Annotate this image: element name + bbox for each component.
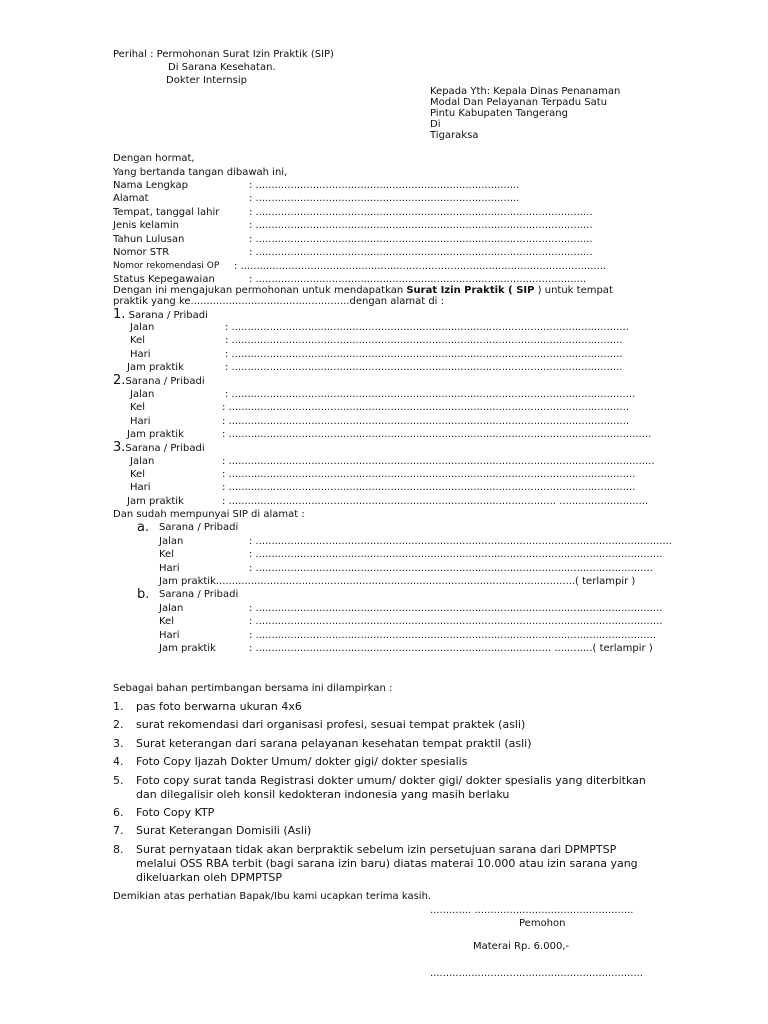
field-value: : .............................................................................................................................. (222, 416, 630, 427)
attachment-text-cont: dan dilegalisir oleh konsil kedokteran indonesia yang masih berlaku (136, 788, 510, 801)
recipient-line-1: Kepada Yth: Kepala Dinas Penanaman (430, 86, 621, 97)
field-value: : ....................................................................................................... ............................ (222, 496, 649, 507)
field-label: Kel (130, 469, 145, 480)
greeting: Dengan hormat, (113, 153, 195, 164)
identity-value: : .......................................................................................................... (249, 207, 593, 218)
field-value: : .............................................................................................................................. (222, 402, 630, 413)
sarana-title: Sarana / Pribadi (159, 522, 239, 533)
request-pre: Dengan ini mengajukan permohonan untuk mendapatkan (113, 285, 407, 296)
attachment-number: 2. (113, 718, 124, 731)
identity-label: Jenis kelamin (113, 220, 179, 231)
field-value: : ........................................................................................................................... (225, 362, 623, 373)
field-value: : ................................................................................................................................ (249, 616, 663, 627)
field-value: : ................................................................................................................................ (222, 482, 636, 493)
sarana-title: Sarana / Pribadi (159, 589, 239, 600)
request-post: ) untuk tempat (534, 285, 613, 296)
identity-value: : ................................................................................................................... (234, 261, 607, 272)
signature-place-date: ............. .................................................. (430, 905, 634, 916)
field-label: Jalan (130, 456, 155, 467)
recipient-line-2: Modal Dan Pelayanan Terpadu Satu (430, 97, 608, 108)
field-label: Kel (130, 335, 145, 346)
attachment-text: Surat keterangan dari sarana pelayanan kesehatan tempat praktil (asli) (136, 737, 532, 750)
sarana-number: 1. (113, 307, 126, 322)
attachment-number: 1. (113, 700, 124, 713)
identity-value: : .......................................................................................................... (249, 220, 593, 231)
recipient-line-5: Tigaraksa (430, 130, 479, 141)
signed-intro: Yang bertanda tangan dibawah ini, (113, 167, 288, 178)
attachment-text-cont: melalui OSS RBA terbit (bagi sarana izin baru) diatas materai 10.000 atau izin sarana yang (136, 857, 638, 870)
attachment-text: surat rekomendasi dari organisasi profesi, sesuai tempat praktek (asli) (136, 718, 526, 731)
field-label: Jalan (130, 389, 155, 400)
field-label: Kel (159, 549, 174, 560)
identity-label: Nomor STR (113, 247, 170, 258)
field-value: : ................................................................................................................................... (249, 536, 672, 547)
field-label: Hari (159, 563, 180, 574)
attachment-text: Surat Keterangan Domisili (Asli) (136, 824, 312, 837)
attachment-number: 7. (113, 824, 124, 837)
request-line-1 (113, 285, 613, 297)
identity-value: : ................................................................................... (249, 180, 520, 191)
field-label: Jalan (159, 603, 184, 614)
field-label: Kel (130, 402, 145, 413)
identity-label: Status Kepegawaian (113, 274, 215, 285)
field-label: Kel (159, 616, 174, 627)
attachment-text-cont: dikeluarkan oleh DPMPTSP (136, 871, 283, 884)
field-label: Jam praktik (127, 496, 184, 507)
field-label: Jam praktik (159, 643, 216, 654)
attachment-number: 4. (113, 755, 124, 768)
identity-value: : .......................................................................................................... (249, 234, 593, 245)
identity-label: Nomor rekomendasi OP (113, 261, 220, 271)
field-label: Hari (130, 349, 151, 360)
sarana-title: Sarana / Pribadi (125, 443, 205, 454)
attachment-text: Foto Copy Ijazah Dokter Umum/ dokter gigi/ dokter spesialis (136, 755, 468, 768)
identity-value: : .......................................................................................................... (249, 247, 593, 258)
identity-label: Alamat (113, 193, 149, 204)
identity-value: : ........................................................................................................ (249, 274, 587, 285)
perihal-line: Perihal : Permohonan Surat Izin Praktik (SIP) (113, 49, 334, 60)
sarana-heading (137, 588, 149, 603)
field-value: : ........................................................................................................................... (225, 335, 623, 346)
field-label: Jam praktik (127, 429, 184, 440)
identity-label: Tahun Lulusan (113, 234, 185, 245)
field-value: : ............................................................................................................................. (249, 563, 653, 574)
sarana-title: Sarana / Pribadi (125, 376, 205, 387)
field-label: Jalan (130, 322, 155, 333)
jam-praktik-line: Jam praktik.................................................................................................................( terlampir ) (159, 576, 636, 587)
attachment-text: pas foto berwarna ukuran 4x6 (136, 700, 302, 713)
attachment-text: Surat pernyataan tidak akan berpraktik sebelum izin persetujuan sarana dari DPMPTSP (136, 843, 617, 856)
perihal-line-3: Dokter Internsip (166, 75, 247, 86)
sarana-number: 2. (113, 373, 126, 388)
field-value: : ............................................................................................................................. (225, 322, 629, 333)
field-label: Hari (159, 630, 180, 641)
field-value: : ................................................................................................................................ (249, 603, 663, 614)
field-value: : ................................................................................................................................ (249, 549, 663, 560)
sarana-letter: a. (137, 520, 150, 535)
field-value: : ................................................................................................................................ (222, 469, 636, 480)
attachment-number: 3. (113, 737, 124, 750)
sarana-heading (137, 521, 149, 536)
perihal-line-2: Di Sarana Kesehatan. (168, 62, 276, 73)
sarana-number: 3. (113, 440, 126, 455)
recipient-line-4: Di (430, 119, 441, 130)
attachment-number: 6. (113, 806, 124, 819)
request-line-2: praktik yang ke..................................................dengan alamat di : (113, 296, 444, 307)
existing-intro: Dan sudah mempunyai SIP di alamat : (113, 509, 305, 520)
field-label: Hari (130, 482, 151, 493)
field-label: Jalan (159, 536, 184, 547)
field-value: : ........................................................................................................................... (225, 349, 623, 360)
sarana-title: Sarana / Pribadi (128, 310, 208, 321)
field-value: : ............................................................................................................................... (225, 389, 636, 400)
field-label: Jam praktik (127, 362, 184, 373)
sarana-heading (113, 308, 208, 323)
field-value: : .............................................................................................................................. (249, 630, 657, 641)
field-value: : ...................................................................................................................................... (222, 456, 655, 467)
closing-text: Demikian atas perhatian Bapak/Ibu kami ucapkan terima kasih. (113, 891, 432, 902)
identity-label: Nama Lengkap (113, 180, 188, 191)
sarana-letter: b. (137, 587, 150, 602)
field-value: : ............................................................................................. ............( terlampir ) (249, 643, 653, 654)
attachment-number: 5. (113, 774, 124, 787)
attachment-text: Foto Copy KTP (136, 806, 215, 819)
signature-title: Pemohon (519, 918, 566, 929)
identity-label: Tempat, tanggal lahir (113, 207, 220, 218)
field-value: : ..................................................................................................................................... (222, 429, 652, 440)
attachments-intro: Sebagai bahan pertimbangan bersama ini dilampirkan : (113, 683, 393, 694)
signature-name-line: ................................................................... (430, 968, 643, 979)
identity-value: : ................................................................................... (249, 193, 520, 204)
materai-label: Materai Rp. 6.000,- (473, 941, 570, 952)
request-bold: Surat Izin Praktik ( SIP (406, 285, 535, 296)
sarana-heading (113, 374, 205, 389)
recipient-line-3: Pintu Kabupaten Tangerang (430, 108, 568, 119)
attachment-number: 8. (113, 843, 124, 856)
field-label: Hari (130, 416, 151, 427)
attachment-text: Foto copy surat tanda Registrasi dokter umum/ dokter gigi/ dokter spesialis yang diterbitkan (136, 774, 646, 787)
sarana-heading (113, 441, 205, 456)
